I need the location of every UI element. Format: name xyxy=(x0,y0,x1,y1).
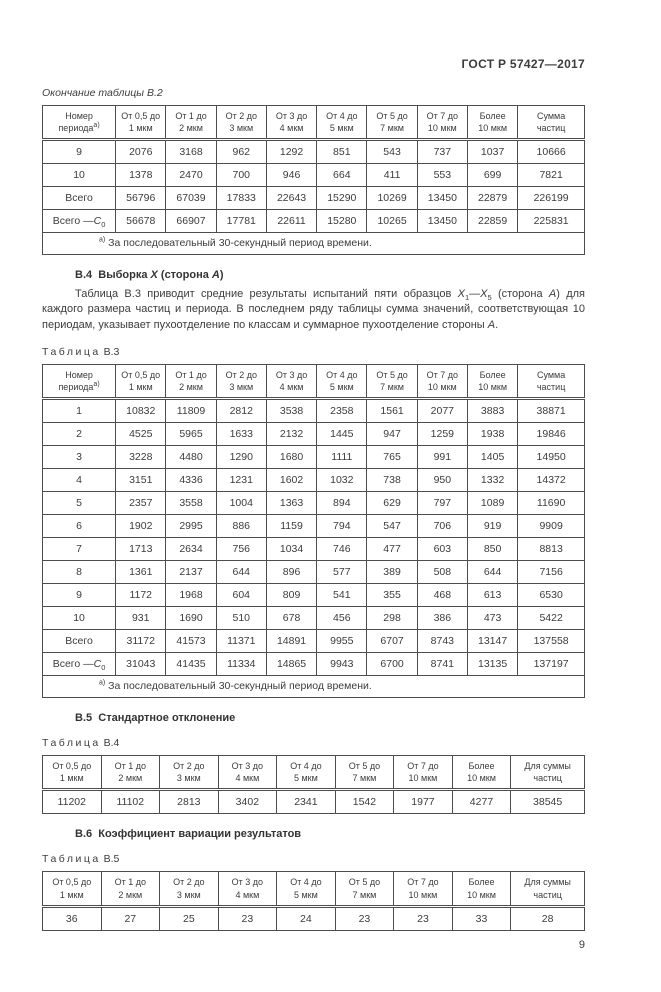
page-content xyxy=(42,87,585,951)
table-cell: 2077 xyxy=(417,399,467,423)
table-cell: 10832 xyxy=(116,399,166,423)
row-label: 1 xyxy=(43,399,116,423)
table-cell: 738 xyxy=(367,469,417,492)
table-cell: 4336 xyxy=(166,469,216,492)
table-head xyxy=(43,106,585,140)
table-cell: 41573 xyxy=(166,630,216,653)
table-cell: 547 xyxy=(367,515,417,538)
table-cell: 603 xyxy=(417,538,467,561)
section-number: В.4 xyxy=(75,269,93,282)
column-header: Более 10 мкм xyxy=(467,106,517,140)
column-header: От 7 до 10 мкм xyxy=(394,756,453,790)
table-cell: 66907 xyxy=(166,210,216,233)
table-row xyxy=(43,607,585,630)
row-label: 8 xyxy=(43,561,116,584)
column-header: От 0,5 до 1 мкм xyxy=(43,872,102,906)
table-row xyxy=(43,187,585,210)
table-cell: 1602 xyxy=(266,469,316,492)
table-cell: 1034 xyxy=(266,538,316,561)
table-cell: 1561 xyxy=(367,399,417,423)
table-cell: 23 xyxy=(218,906,277,930)
table-cell: 1159 xyxy=(266,515,316,538)
column-header: От 0,5 до 1 мкм xyxy=(116,364,166,398)
row-label: 6 xyxy=(43,515,116,538)
column-header: От 3 до 4 мкм xyxy=(266,106,316,140)
page-number: 9 xyxy=(578,938,585,951)
column-header: От 5 до 7 мкм xyxy=(335,756,394,790)
table-cell: 2813 xyxy=(160,790,219,814)
table-cell: 386 xyxy=(417,607,467,630)
row-label: 5 xyxy=(43,492,116,515)
section-title-text: Стандартное отклонение xyxy=(98,712,236,725)
table-cell: 56796 xyxy=(116,187,166,210)
section-title-text: Коэффициент вариации результатов xyxy=(98,828,302,841)
table-cell: 756 xyxy=(216,538,266,561)
table-cell: 3883 xyxy=(467,399,517,423)
table-row xyxy=(43,140,585,164)
column-header: От 3 до 4 мкм xyxy=(218,756,277,790)
table-cell: 894 xyxy=(317,492,367,515)
table-cell: 797 xyxy=(417,492,467,515)
table-b5-caption: Таблица В.5 xyxy=(42,853,120,866)
table-cell: 850 xyxy=(467,538,517,561)
table-cell: 1361 xyxy=(116,561,166,584)
table-cell: 456 xyxy=(317,607,367,630)
variable-a: А xyxy=(487,318,496,331)
table-body xyxy=(43,140,585,233)
row-label: Всего xyxy=(43,187,116,210)
table-row xyxy=(43,164,585,187)
table-cell: 1405 xyxy=(467,446,517,469)
table-cell: 508 xyxy=(417,561,467,584)
table-cell: 11809 xyxy=(166,399,216,423)
table-b3-caption: Таблица В.3 xyxy=(42,345,120,358)
table-body xyxy=(43,790,585,814)
table-cell: 225831 xyxy=(518,210,585,233)
column-header: От 5 до 7 мкм xyxy=(367,106,417,140)
table-row xyxy=(43,423,585,446)
table-cell: 7156 xyxy=(518,561,585,584)
table-cell: 13450 xyxy=(417,187,467,210)
table-body xyxy=(43,906,585,930)
column-header: От 4 до 5 мкм xyxy=(277,872,336,906)
row-label: 9 xyxy=(43,140,116,164)
table-cell: 541 xyxy=(317,584,367,607)
table-cell: 809 xyxy=(266,584,316,607)
table-cell: 7821 xyxy=(518,164,585,187)
table-cell: 15280 xyxy=(317,210,367,233)
column-header: Более 10 мкм xyxy=(452,756,511,790)
table-cell: 604 xyxy=(216,584,266,607)
column-header: От 2 до 3 мкм xyxy=(216,364,266,398)
column-header: От 1 до 2 мкм xyxy=(101,872,160,906)
table-b3 xyxy=(42,364,585,698)
column-header: От 1 до 2 мкм xyxy=(166,106,216,140)
table-footnote xyxy=(43,676,585,698)
table-cell: 2357 xyxy=(116,492,166,515)
column-header: От 2 до 3 мкм xyxy=(160,756,219,790)
table-cell: 22859 xyxy=(467,210,517,233)
table-cell: 22643 xyxy=(266,187,316,210)
table-cell: 1231 xyxy=(216,469,266,492)
table-cell: 23 xyxy=(394,906,453,930)
table-cell: 9955 xyxy=(317,630,367,653)
variable-x1: X xyxy=(457,288,465,301)
table-cell: 950 xyxy=(417,469,467,492)
table-cell: 2358 xyxy=(317,399,367,423)
table-cell: 1938 xyxy=(467,423,517,446)
table-cell: 11690 xyxy=(518,492,585,515)
table-cell: 137197 xyxy=(518,653,585,676)
table-cell: 1290 xyxy=(216,446,266,469)
table-cell: 886 xyxy=(216,515,266,538)
table-cell: 3538 xyxy=(266,399,316,423)
column-header: Номер периода$^{а)}$ xyxy=(43,364,116,398)
section-heading-b4 xyxy=(75,269,585,281)
table-b5 xyxy=(42,871,585,930)
table-cell: 851 xyxy=(317,140,367,164)
table-cell: 3168 xyxy=(166,140,216,164)
row-label: Всего $—C_0$ xyxy=(43,210,116,233)
column-header: Сумма частиц xyxy=(518,106,585,140)
table-row xyxy=(43,492,585,515)
table-cell: 2341 xyxy=(277,790,336,814)
column-header: От 7 до 10 мкм xyxy=(394,872,453,906)
table-cell: 1172 xyxy=(116,584,166,607)
table-cell: 6707 xyxy=(367,630,417,653)
column-header: От 4 до 5 мкм xyxy=(317,364,367,398)
row-label: Всего $—C_0$ xyxy=(43,653,116,676)
footnote-text: За последовательный 30-секундный период времени. xyxy=(108,680,372,693)
table-cell: 11371 xyxy=(216,630,266,653)
table-cell: 962 xyxy=(216,140,266,164)
table-cell: 1633 xyxy=(216,423,266,446)
table-cell: 991 xyxy=(417,446,467,469)
table-cell: 543 xyxy=(367,140,417,164)
column-header: От 5 до 7 мкм xyxy=(335,872,394,906)
table-head xyxy=(43,364,585,398)
table-cell: 1363 xyxy=(266,492,316,515)
table-cell: 1968 xyxy=(166,584,216,607)
column-header: От 7 до 10 мкм xyxy=(417,106,467,140)
table-cell: 919 xyxy=(467,515,517,538)
table-foot xyxy=(43,233,585,255)
table-b4 xyxy=(42,755,585,814)
table-footnote xyxy=(43,233,585,255)
table-row xyxy=(43,630,585,653)
table-cell: 4277 xyxy=(452,790,511,814)
document-number: ГОСТ Р 57427—2017 xyxy=(461,57,585,71)
table-cell: 2076 xyxy=(116,140,166,164)
table-cell: 746 xyxy=(317,538,367,561)
table-cell: 1259 xyxy=(417,423,467,446)
table-cell: 137558 xyxy=(518,630,585,653)
table-cell: 468 xyxy=(417,584,467,607)
row-label: 10 xyxy=(43,164,116,187)
table-cell: 931 xyxy=(116,607,166,630)
table-cell: 24 xyxy=(277,906,336,930)
column-header: От 7 до 10 мкм xyxy=(417,364,467,398)
table-cell: 3558 xyxy=(166,492,216,515)
column-header: Для суммы частиц xyxy=(511,872,585,906)
table-cell: 9943 xyxy=(317,653,367,676)
section-heading-b5 xyxy=(75,712,585,724)
table-row xyxy=(43,653,585,676)
table-row xyxy=(43,446,585,469)
table-cell: 510 xyxy=(216,607,266,630)
footnote-marker: а) xyxy=(99,236,106,244)
table-cell: 67039 xyxy=(166,187,216,210)
table-cell: 41435 xyxy=(166,653,216,676)
table-cell: 644 xyxy=(216,561,266,584)
table-cell: 613 xyxy=(467,584,517,607)
variable-x: X xyxy=(150,269,158,282)
table-cell: 946 xyxy=(266,164,316,187)
column-header: От 2 до 3 мкм xyxy=(216,106,266,140)
table-cell: 794 xyxy=(317,515,367,538)
table-cell: 1089 xyxy=(467,492,517,515)
table-cell: 226199 xyxy=(518,187,585,210)
column-header: От 0,5 до 1 мкм xyxy=(43,756,102,790)
table-cell: 1680 xyxy=(266,446,316,469)
table-cell: 577 xyxy=(317,561,367,584)
row-label: 7 xyxy=(43,538,116,561)
table-cell: 10666 xyxy=(518,140,585,164)
table-cell: 389 xyxy=(367,561,417,584)
row-label: 4 xyxy=(43,469,116,492)
variable-a: А xyxy=(211,269,220,282)
table-row xyxy=(43,469,585,492)
table-cell: 700 xyxy=(216,164,266,187)
table-cell: 1690 xyxy=(166,607,216,630)
footnote-row xyxy=(43,676,585,698)
column-header: От 1 до 2 мкм xyxy=(101,756,160,790)
table-b2-continuation xyxy=(42,105,585,255)
footnote-text: За последовательный 30-секундный период времени. xyxy=(108,237,372,250)
table-cell: 355 xyxy=(367,584,417,607)
table-cell: 706 xyxy=(417,515,467,538)
table-cell: 6530 xyxy=(518,584,585,607)
table-cell: 13147 xyxy=(467,630,517,653)
table-cell: 1032 xyxy=(317,469,367,492)
table-cell: 411 xyxy=(367,164,417,187)
table-cell: 13135 xyxy=(467,653,517,676)
table-foot xyxy=(43,676,585,698)
table-cell: 1713 xyxy=(116,538,166,561)
table-cell: 13450 xyxy=(417,210,467,233)
table-cell: 553 xyxy=(417,164,467,187)
table-header-row xyxy=(43,872,585,906)
table-header-row xyxy=(43,106,585,140)
footnote-marker: а) xyxy=(99,679,106,687)
table-header-row xyxy=(43,364,585,398)
table-cell: 1445 xyxy=(317,423,367,446)
section-title-text: ) xyxy=(219,269,224,282)
table-cell: 473 xyxy=(467,607,517,630)
table-cell: 2812 xyxy=(216,399,266,423)
table-head xyxy=(43,756,585,790)
row-label: 10 xyxy=(43,607,116,630)
table-row xyxy=(43,399,585,423)
table-cell: 664 xyxy=(317,164,367,187)
table-cell: 56678 xyxy=(116,210,166,233)
table-cell: 3402 xyxy=(218,790,277,814)
table-cell: 1037 xyxy=(467,140,517,164)
table-cell: 38545 xyxy=(511,790,585,814)
table-header-row xyxy=(43,756,585,790)
table-cell: 1977 xyxy=(394,790,453,814)
row-label: 2 xyxy=(43,423,116,446)
table-cell: 2995 xyxy=(166,515,216,538)
column-header: От 2 до 3 мкм xyxy=(160,872,219,906)
table-body xyxy=(43,399,585,676)
table-cell: 11102 xyxy=(101,790,160,814)
table-cell: 2137 xyxy=(166,561,216,584)
table-cell: 2634 xyxy=(166,538,216,561)
footnote-row xyxy=(43,233,585,255)
table-cell: 1292 xyxy=(266,140,316,164)
column-header: От 3 до 4 мкм xyxy=(266,364,316,398)
table-cell: 8743 xyxy=(417,630,467,653)
table-cell: 17781 xyxy=(216,210,266,233)
column-header: От 4 до 5 мкм xyxy=(317,106,367,140)
table-cell: 10265 xyxy=(367,210,417,233)
column-header: От 1 до 2 мкм xyxy=(166,364,216,398)
table-cell: 629 xyxy=(367,492,417,515)
table-cell: 38871 xyxy=(518,399,585,423)
table-cell: 1111 xyxy=(317,446,367,469)
table-cell: 2132 xyxy=(266,423,316,446)
section-number: В.6 xyxy=(75,828,93,841)
table-row xyxy=(43,210,585,233)
table-b4-caption: Таблица В.4 xyxy=(42,737,120,750)
column-header: Номер периода$^{а)}$ xyxy=(43,106,116,140)
table-cell: 22879 xyxy=(467,187,517,210)
table-cell: 2470 xyxy=(166,164,216,187)
table-cell: 14891 xyxy=(266,630,316,653)
table-cell: 15290 xyxy=(317,187,367,210)
table-cell: 8813 xyxy=(518,538,585,561)
table-cell: 4480 xyxy=(166,446,216,469)
variable-a: А xyxy=(548,288,557,301)
table-cell: 11334 xyxy=(216,653,266,676)
section-title-text: Выборка xyxy=(98,269,151,282)
section-heading-b6 xyxy=(75,828,585,840)
table-cell: 17833 xyxy=(216,187,266,210)
table-cell: 11202 xyxy=(43,790,102,814)
row-label: Всего xyxy=(43,630,116,653)
table-cell: 31172 xyxy=(116,630,166,653)
table-row xyxy=(43,515,585,538)
table-cell: 644 xyxy=(467,561,517,584)
table-row xyxy=(43,538,585,561)
table-cell: 1902 xyxy=(116,515,166,538)
table-row xyxy=(43,906,585,930)
column-header: Для суммы частиц xyxy=(511,756,585,790)
row-label: 3 xyxy=(43,446,116,469)
table-cell: 23 xyxy=(335,906,394,930)
section-title-text: (сторона xyxy=(157,269,212,282)
table-cell: 14372 xyxy=(518,469,585,492)
table-cell: 298 xyxy=(367,607,417,630)
table-cell: 765 xyxy=(367,446,417,469)
table-cell: 5965 xyxy=(166,423,216,446)
table-cell: 477 xyxy=(367,538,417,561)
table-cell: 28 xyxy=(511,906,585,930)
table-cell: 10269 xyxy=(367,187,417,210)
table-cell: 19846 xyxy=(518,423,585,446)
table-row xyxy=(43,790,585,814)
table-cell: 4525 xyxy=(116,423,166,446)
table-cell: 6700 xyxy=(367,653,417,676)
table-cell: 25 xyxy=(160,906,219,930)
table-cell: 14865 xyxy=(266,653,316,676)
row-label: 9 xyxy=(43,584,116,607)
table-cell: 678 xyxy=(266,607,316,630)
table-row xyxy=(43,561,585,584)
table-cell: 27 xyxy=(101,906,160,930)
table-cell: 1542 xyxy=(335,790,394,814)
table-cell: 699 xyxy=(467,164,517,187)
table-cell: 3151 xyxy=(116,469,166,492)
variable-x5: X xyxy=(480,288,488,301)
table-cell: 947 xyxy=(367,423,417,446)
table-cell: 737 xyxy=(417,140,467,164)
table-cell: 33 xyxy=(452,906,511,930)
column-header: От 5 до 7 мкм xyxy=(367,364,417,398)
table-cell: 8741 xyxy=(417,653,467,676)
table-cell: 5422 xyxy=(518,607,585,630)
column-header: От 4 до 5 мкм xyxy=(277,756,336,790)
table-cell: 22611 xyxy=(266,210,316,233)
table-cell: 1332 xyxy=(467,469,517,492)
column-header: От 3 до 4 мкм xyxy=(218,872,277,906)
table-cell: 36 xyxy=(43,906,102,930)
table-b2-continuation-caption: Окончание таблицы В.2 xyxy=(42,87,163,99)
table-cell: 1378 xyxy=(116,164,166,187)
table-row xyxy=(43,584,585,607)
table-cell: 3228 xyxy=(116,446,166,469)
column-header: Более 10 мкм xyxy=(452,872,511,906)
table-cell: 896 xyxy=(266,561,316,584)
table-head xyxy=(43,872,585,906)
column-header: От 0,5 до 1 мкм xyxy=(116,106,166,140)
column-header: Сумма частиц xyxy=(518,364,585,398)
section-number: В.5 xyxy=(75,712,93,725)
table-cell: 9909 xyxy=(518,515,585,538)
table-cell: 1004 xyxy=(216,492,266,515)
section-b4-paragraph: Таблица В.3 приводит средние результаты испытаний пяти образцов $X_1—X_5$ (сторона А) для каждого размера частиц и периода. В последнем ряду таблицы сумма значений, соответствующая 10 периодам, указывает пухоотделение по классам и суммарное пухоотделение стороны А. xyxy=(42,288,585,331)
table-cell: 31043 xyxy=(116,653,166,676)
column-header: Более 10 мкм xyxy=(467,364,517,398)
table-cell: 14950 xyxy=(518,446,585,469)
